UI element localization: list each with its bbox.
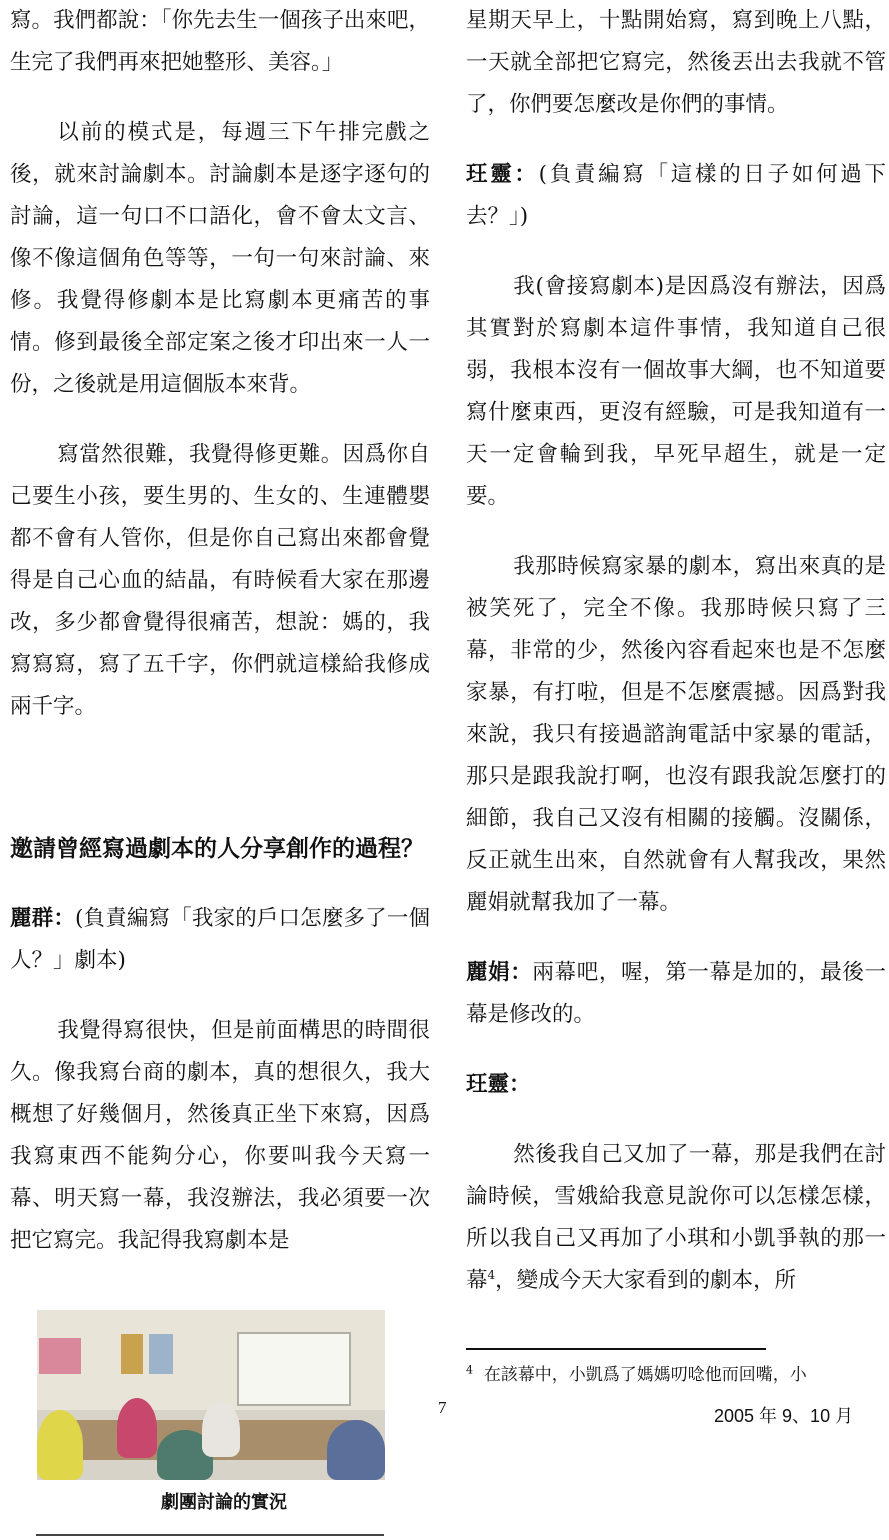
paragraph: 寫。我們都說：「你先去生一個孩子出來吧，生完了我們再來把她整形、美容。」	[10, 8, 430, 75]
footnote-ref[interactable]: 4	[487, 1267, 496, 1282]
speaker-text: 兩幕吧，喔，第一幕是加的，最後一幕是修改的。	[466, 960, 886, 1027]
speaker-intro	[466, 154, 886, 238]
right-column	[466, 0, 886, 1302]
speaker-role: (負責編寫「這樣的日子如何過下去？」)	[466, 162, 886, 229]
footnote-text: 在該幕中，小凱爲了媽媽叨唸他而回嘴，小	[483, 1365, 807, 1385]
paragraph	[466, 1134, 886, 1302]
photo-caption: 劇團討論的實況	[161, 1492, 287, 1513]
speaker-name: 麗娟：	[466, 960, 533, 985]
speaker-intro	[10, 898, 430, 982]
paragraph-text: 然後我自己又加了一幕，那是我們在討論時候，雪娥給我意見說你可以怎樣怎樣，所以我自己又再加了小琪和小凱爭執的那一幕	[466, 1142, 886, 1293]
footnote-divider	[466, 1348, 766, 1350]
meeting-photo	[37, 1310, 385, 1480]
page-number: 7	[438, 1398, 447, 1417]
speaker-role: (負責編寫「我家的戶口怎麼多了一個人？」劇本)	[10, 906, 430, 973]
paragraph: 星期天早上，十點開始寫，寫到晚上八點，一天就全部把它寫完，然後丟出去我就不管了，你們要怎麼改是你們的事情。	[466, 8, 886, 117]
issue-date: 2005 年 9、10 月	[714, 1406, 854, 1426]
paragraph: 我那時候寫家暴的劇本，寫出來真的是被笑死了，完全不像。我那時候只寫了三幕，非常的少，然後內容看起來也是不怎麼家暴，有打啦，但是不怎麼震撼。因爲對我來說，我只有接過諮詢電話中家暴的電話，那只是跟我說打啊，也沒有跟我說怎麼打的細節，我自己又沒有相關的接觸。沒關係，反正就生出來，自然就會有人幫我改，果然麗娟就幫我加了一幕。	[466, 554, 886, 915]
paragraph: 我(會接寫劇本)是因爲沒有辦法，因爲其實對於寫劇本這件事情，我知道自己很弱，我根本沒有一個故事大綱，也不知道要寫什麼東西，更沒有經驗，可是我知道有一天一定會輪到我，早死早超生，就是一定要。	[466, 274, 886, 509]
section-heading: 邀請曾經寫過劇本的人分享創作的過程？	[10, 836, 424, 862]
bottom-divider	[36, 1534, 384, 1536]
footnote	[466, 1358, 880, 1392]
paragraph: 以前的模式是，每週三下午排完戲之後，就來討論劇本。討論劇本是逐字逐句的討論，這一句口不口語化，會不會太文言、像不像這個角色等等，一句一句來討論、來修。我覺得修劇本是比寫劇本更痛苦的事情。修到最後全部定案之後才印出來一人一份，之後就是用這個版本來背。	[10, 120, 430, 397]
left-column	[10, 0, 430, 1262]
paragraph: 我覺得寫很快，但是前面構思的時間很久。像我寫台商的劇本，真的想很久，我大概想了好幾個月，然後真正坐下來寫，因爲我寫東西不能夠分心，你要叫我今天寫一幕、明天寫一幕，我沒辦法，我必須要一次把它寫完。我記得我寫劇本是	[10, 1018, 430, 1253]
footnote-number: 4	[466, 1363, 473, 1377]
paragraph-text: ，變成今天大家看到的劇本，所	[495, 1268, 797, 1293]
speaker-name: 玨靈：	[466, 1072, 531, 1097]
speaker-name: 麗群：	[10, 906, 75, 931]
speaker-line	[466, 952, 886, 1036]
paragraph: 寫當然很難，我覺得修更難。因爲你自己要生小孩，要生男的、生女的、生連體嬰都不會有人管你，但是你自己寫出來都會覺得是自己心血的結晶，有時候看大家在那邊改，多少都會覺得很痛苦，想說：媽的，我寫寫寫，寫了五千字，你們就這樣給我修成兩千字。	[10, 442, 430, 719]
speaker-name: 玨靈：	[466, 162, 539, 187]
speaker-intro	[466, 1064, 886, 1106]
